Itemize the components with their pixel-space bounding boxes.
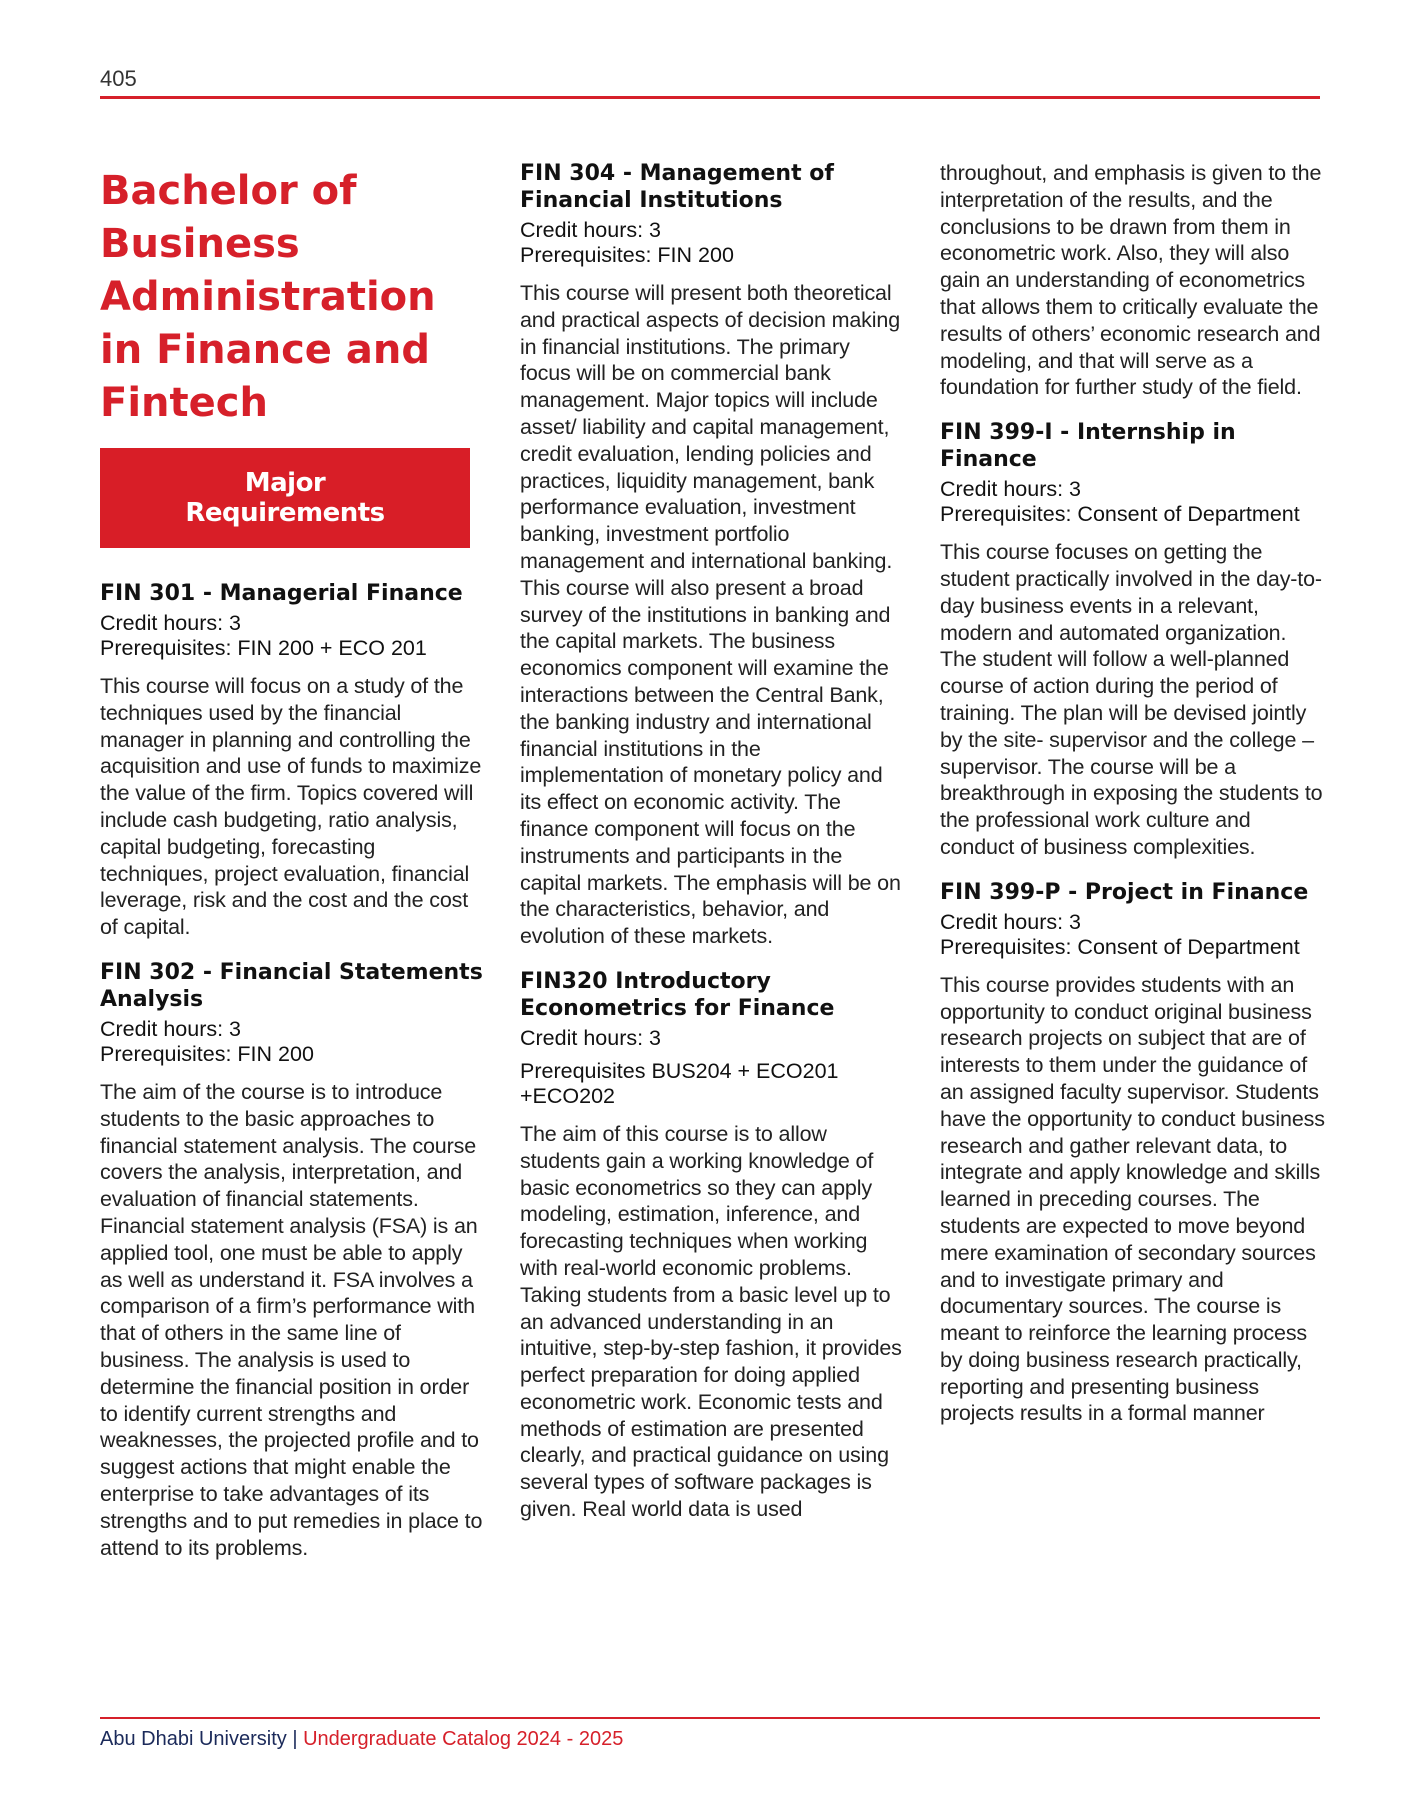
course-title: FIN 399-I - Internship in Finance — [940, 420, 1236, 473]
section-heading-line1: Major — [244, 468, 326, 498]
course-description: This course will present both theoretical and practical aspects of decision making in financial institutions. The primary focus will be on commercial bank management. Major topics will include asset/ liability and capital management, credit evaluation, lending policies and practices, liquidity management, bank performance evaluation, investment banking, investment portfolio management and international banking. This course will also present a broad survey of the institutions in banking and the capital markets. The business economics component will examine the interactions between the Central Bank, the banking industry and international financial institutions in the implementation of monetary policy and its effect on economic activity. The finance component will focus on the instruments and participants in the capital markets. The emphasis will be on the characteristics, behavior, and evolution of these markets. — [520, 281, 901, 949]
course-title: FIN320 Introductory Econometrics for Finance — [520, 968, 835, 1021]
credit-hours: Credit hours: 3 — [100, 611, 242, 635]
course-description: This course focuses on getting the student practically involved in the day-to-day business events in a relevant, modern and automated organization. The student will follow a well-planned course of action during the period of training. The plan will be devised jointly by the site- supervisor and the college –supervisor. The course will be a breakthrough in exposing the students to the professional work culture and conduct of business complexities. — [940, 540, 1323, 859]
footer — [100, 1728, 623, 1751]
course-title: FIN 304 - Management of Financial Institutions — [520, 161, 834, 213]
course-description: The aim of the course is to introduce students to the basic approaches to financial statement analysis. The course covers the analysis, interpretation, and evaluation of financial statements. Financial statement analysis (FSA) is an applied tool, one must be able to apply as well as understand it. FSA involves a comparison of a firm’s performance with that of others in the same line of business. The analysis is used to determine the financial position in order to identify current strengths and weaknesses, the projected profile and to suggest actions that might enable the enterprise to take advantages of its strengths and to put remedies in place to attend to its problems. — [100, 1079, 483, 1560]
credit-hours: Credit hours: 3 — [520, 218, 662, 242]
credit-hours: Credit hours: 3 — [940, 909, 1082, 934]
page-number: 405 — [100, 66, 137, 91]
prerequisites: Prerequisites: Consent of Department — [940, 934, 1300, 959]
course-entry — [940, 879, 1325, 1428]
footer-rule — [100, 1717, 1320, 1719]
course-entry — [100, 959, 485, 1561]
prerequisites: Prerequisites: FIN 200 — [100, 1041, 314, 1066]
column-1 — [100, 160, 485, 1561]
credit-hours: Credit hours: 3 — [940, 477, 1082, 502]
column-2 — [520, 160, 905, 1523]
footer-separator: | — [292, 1728, 298, 1750]
credit-hours: Credit hours: 3 — [520, 1025, 662, 1050]
course-title: FIN 399-P - Project in Finance — [940, 879, 1309, 905]
column-3 — [940, 160, 1325, 1427]
prerequisites: Prerequisites BUS204 + ECO201 +ECO202 — [520, 1058, 839, 1108]
course-description: The aim of this course is to allow students gain a working knowledge of basic econometrics so they can apply modeling, estimation, inference, and forecasting techniques when working with real-world economic problems. Taking students from a basic level up to an advanced understanding in an intuitive, step-by-step fashion, it provides perfect preparation for doing applied econometric work. Economic tests and methods of estimation are presented clearly, and practical guidance on using several types of software packages is given. Real world data is used — [520, 1121, 902, 1522]
section-heading-line2: Requirements — [185, 498, 385, 528]
prerequisites: Prerequisites: FIN 200 — [520, 243, 734, 267]
program-title: Bachelor of Business Administration in Finance and Fintech — [100, 168, 436, 426]
footer-catalog: Undergraduate Catalog 2024 - 2025 — [303, 1728, 624, 1750]
footer-university: Abu Dhabi University — [100, 1728, 287, 1750]
course-entry — [520, 160, 905, 950]
course-entry — [520, 968, 905, 1523]
course-entry — [940, 419, 1325, 861]
course-entry — [100, 580, 485, 941]
course-description: This course provides students with an opportunity to conduct original business research projects on subject that are of interests to them under the guidance of an assigned faculty supervisor. Students have the opportunity to conduct business research and gather relevant data, to integrate and apply knowledge and skills learned in preceding courses. The students are expected to move beyond mere examination of secondary sources and to investigate primary and documentary sources. The course is meant to reinforce the learning process by doing business research practically, reporting and presenting business projects results in a formal manner — [940, 972, 1325, 1426]
course-description-continued: throughout, and emphasis is given to the interpretation of the results, and the conclusions to be drawn from them in econometric work. Also, they will also gain an understanding of econometrics that allows them to critically evaluate the results of others’ economic research and modeling, and that will serve as a foundation for further study of the field. — [940, 161, 1322, 400]
prerequisites: Prerequisites: FIN 200 + ECO 201 — [100, 636, 427, 660]
course-description: This course will focus on a study of the techniques used by the financial manager in planning and controlling the acquisition and use of funds to maximize the value of the firm. Topics covered will include cash budgeting, ratio analysis, capital budgeting, forecasting techniques, project evaluation, financial leverage, risk and the cost and the cost of capital. — [100, 674, 482, 940]
course-title: FIN 301 - Managerial Finance — [100, 581, 463, 606]
course-title: FIN 302 - Financial Statements Analysis — [100, 959, 483, 1012]
prerequisites: Prerequisites: Consent of Department — [940, 502, 1300, 527]
header-rule — [100, 96, 1320, 99]
credit-hours: Credit hours: 3 — [100, 1016, 242, 1041]
section-heading-box — [100, 448, 470, 548]
